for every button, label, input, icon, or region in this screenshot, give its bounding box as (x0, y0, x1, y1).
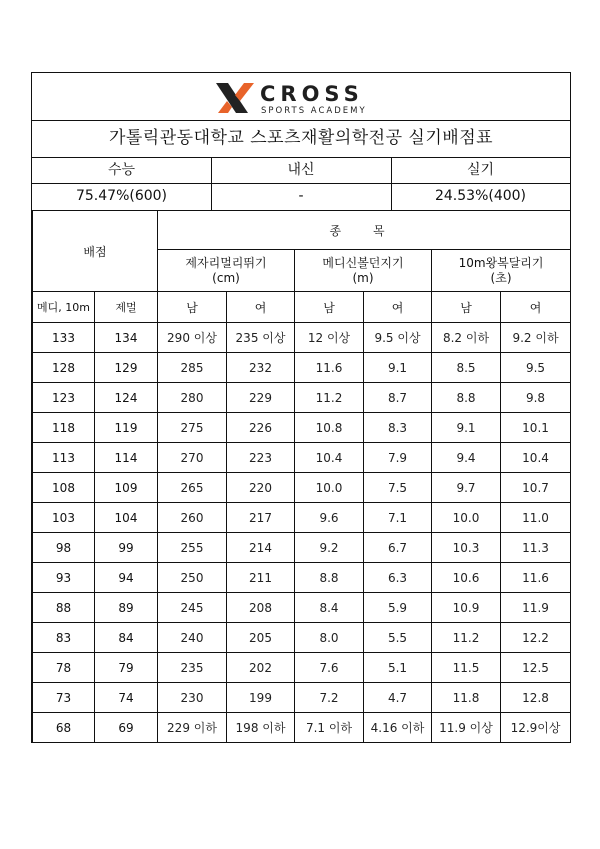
score-jemeol-cell: 129 (95, 353, 158, 383)
table-row (33, 713, 571, 743)
run-male-cell: 9.1 (432, 413, 501, 443)
run-male-cell: 9.7 (432, 473, 501, 503)
score-jemeol-cell: 114 (95, 443, 158, 473)
ball-male-cell: 8.0 (295, 623, 364, 653)
jump-female-cell: 223 (227, 443, 295, 473)
jump-male-cell: 265 (158, 473, 227, 503)
ball-male-cell: 9.2 (295, 533, 364, 563)
jump-female-cell: 214 (227, 533, 295, 563)
run-female-cell: 12.9이상 (501, 713, 571, 743)
jump-male-cell: 240 (158, 623, 227, 653)
score-medi-10m-cell: 68 (33, 713, 95, 743)
ball-female-cell: 9.1 (364, 353, 432, 383)
score-jemeol-cell: 99 (95, 533, 158, 563)
run-male-cell: 11.9 이상 (432, 713, 501, 743)
run-female-cell: 10.1 (501, 413, 571, 443)
event-standing-jump (158, 250, 295, 292)
score-jemeol-cell: 74 (95, 683, 158, 713)
ball-male-cell: 7.2 (295, 683, 364, 713)
run-male-cell: 8.8 (432, 383, 501, 413)
score-medi-10m-cell: 78 (33, 653, 95, 683)
run-male-cell: 11.5 (432, 653, 501, 683)
gender-male: 남 (432, 292, 501, 323)
run-male-cell: 8.2 이하 (432, 323, 501, 353)
run-female-cell: 9.5 (501, 353, 571, 383)
score-medi-10m-cell: 118 (33, 413, 95, 443)
table-row (33, 413, 571, 443)
score-medi-10m-cell: 108 (33, 473, 95, 503)
run-male-cell: 10.9 (432, 593, 501, 623)
jump-female-cell: 235 이상 (227, 323, 295, 353)
jump-male-cell: 285 (158, 353, 227, 383)
table-row (33, 323, 571, 353)
silgi-label: 실기 (466, 162, 495, 178)
gender-female: 여 (364, 292, 432, 323)
ball-male-cell: 9.6 (295, 503, 364, 533)
run-male-cell: 10.3 (432, 533, 501, 563)
event-name: 10m왕복달리기 (458, 255, 544, 270)
jump-male-cell: 250 (158, 563, 227, 593)
table-row (33, 353, 571, 383)
run-female-cell: 11.6 (501, 563, 571, 593)
event-unit: (cm) (212, 270, 240, 285)
ball-female-cell: 5.5 (364, 623, 432, 653)
score-medi-10m-cell: 113 (33, 443, 95, 473)
run-male-cell: 10.6 (432, 563, 501, 593)
ball-female-cell: 7.5 (364, 473, 432, 503)
ball-female-cell: 6.7 (364, 533, 432, 563)
ball-male-cell: 7.1 이하 (295, 713, 364, 743)
jump-female-cell: 202 (227, 653, 295, 683)
jump-female-cell: 226 (227, 413, 295, 443)
jump-female-cell: 199 (227, 683, 295, 713)
gender-male: 남 (295, 292, 364, 323)
cross-academy-logo (214, 79, 390, 117)
event-name: 메디신볼던지기 (322, 255, 404, 270)
jump-male-cell: 290 이상 (158, 323, 227, 353)
run-male-cell: 8.5 (432, 353, 501, 383)
logo-name: CROSS (260, 82, 364, 106)
ratio-section (32, 157, 570, 211)
naesin-value: - (298, 188, 304, 204)
gender-female: 여 (227, 292, 295, 323)
run-female-cell: 9.2 이하 (501, 323, 571, 353)
run-female-cell: 11.0 (501, 503, 571, 533)
ball-male-cell: 10.8 (295, 413, 364, 443)
score-medi-10m-cell: 123 (33, 383, 95, 413)
jump-female-cell: 208 (227, 593, 295, 623)
table-row (33, 533, 571, 563)
logo-row (32, 73, 570, 121)
jump-male-cell: 260 (158, 503, 227, 533)
ball-male-cell: 7.6 (295, 653, 364, 683)
ball-female-cell: 6.3 (364, 563, 432, 593)
score-sheet (31, 72, 571, 743)
event-medicine-ball (295, 250, 432, 292)
score-rows (33, 323, 571, 743)
score-table (32, 210, 571, 743)
run-male-cell: 11.2 (432, 623, 501, 653)
score-jemeol-cell: 109 (95, 473, 158, 503)
run-female-cell: 12.8 (501, 683, 571, 713)
ball-male-cell: 8.4 (295, 593, 364, 623)
score-jemeol-cell: 104 (95, 503, 158, 533)
table-row (33, 623, 571, 653)
score-col-jemeol: 제멀 (95, 292, 158, 323)
jump-male-cell: 255 (158, 533, 227, 563)
suneung-value: 75.47%(600) (75, 188, 168, 204)
event-name: 제자리멀리뛰기 (185, 255, 267, 270)
ball-male-cell: 10.0 (295, 473, 364, 503)
table-row (33, 593, 571, 623)
jump-male-cell: 275 (158, 413, 227, 443)
score-jemeol-cell: 124 (95, 383, 158, 413)
gender-female: 여 (501, 292, 571, 323)
jump-female-cell: 211 (227, 563, 295, 593)
run-female-cell: 10.7 (501, 473, 571, 503)
ball-male-cell: 12 이상 (295, 323, 364, 353)
ball-male-cell: 11.6 (295, 353, 364, 383)
table-row (33, 503, 571, 533)
run-male-cell: 9.4 (432, 443, 501, 473)
score-medi-10m-cell: 73 (33, 683, 95, 713)
score-jemeol-cell: 119 (95, 413, 158, 443)
score-medi-10m-cell: 88 (33, 593, 95, 623)
jump-female-cell: 198 이하 (227, 713, 295, 743)
logo-mark-accent (235, 83, 254, 101)
score-jemeol-cell: 94 (95, 563, 158, 593)
naesin-label: 내신 (287, 162, 315, 178)
jump-female-cell: 205 (227, 623, 295, 653)
ball-female-cell: 4.7 (364, 683, 432, 713)
run-female-cell: 10.4 (501, 443, 571, 473)
run-female-cell: 11.3 (501, 533, 571, 563)
score-jemeol-cell: 84 (95, 623, 158, 653)
score-medi-10m-cell: 93 (33, 563, 95, 593)
jump-male-cell: 270 (158, 443, 227, 473)
table-row (33, 653, 571, 683)
event-unit: (초) (490, 270, 512, 285)
table-row (33, 443, 571, 473)
score-jemeol-cell: 79 (95, 653, 158, 683)
jump-male-cell: 230 (158, 683, 227, 713)
jump-female-cell: 229 (227, 383, 295, 413)
table-row (33, 563, 571, 593)
event-header: 종 목 (158, 211, 571, 250)
score-jemeol-cell: 69 (95, 713, 158, 743)
ball-female-cell: 5.9 (364, 593, 432, 623)
ball-female-cell: 4.16 이하 (364, 713, 432, 743)
page-title: 가톨릭관동대학교 스포츠재활의학전공 실기배점표 (32, 120, 570, 158)
ball-male-cell: 11.2 (295, 383, 364, 413)
score-header: 배점 (33, 211, 158, 292)
score-jemeol-cell: 89 (95, 593, 158, 623)
jump-female-cell: 232 (227, 353, 295, 383)
score-jemeol-cell: 134 (95, 323, 158, 353)
run-female-cell: 12.2 (501, 623, 571, 653)
ball-female-cell: 8.3 (364, 413, 432, 443)
run-male-cell: 10.0 (432, 503, 501, 533)
jump-male-cell: 280 (158, 383, 227, 413)
score-medi-10m-cell: 128 (33, 353, 95, 383)
score-col-medi-10m: 메디, 10m (33, 292, 95, 323)
table-row (33, 683, 571, 713)
ball-female-cell: 5.1 (364, 653, 432, 683)
ball-female-cell: 9.5 이상 (364, 323, 432, 353)
silgi-value: 24.53%(400) (434, 188, 527, 204)
ball-female-cell: 8.7 (364, 383, 432, 413)
jump-male-cell: 245 (158, 593, 227, 623)
gender-male: 남 (158, 292, 227, 323)
run-male-cell: 11.8 (432, 683, 501, 713)
run-female-cell: 9.8 (501, 383, 571, 413)
run-female-cell: 12.5 (501, 653, 571, 683)
suneung-label: 수능 (107, 162, 136, 178)
jump-female-cell: 220 (227, 473, 295, 503)
ball-female-cell: 7.9 (364, 443, 432, 473)
logo-tagline: SPORTS ACADEMY (261, 106, 367, 116)
ball-male-cell: 10.4 (295, 443, 364, 473)
event-unit: (m) (352, 270, 374, 285)
jump-male-cell: 229 이하 (158, 713, 227, 743)
jump-female-cell: 217 (227, 503, 295, 533)
run-female-cell: 11.9 (501, 593, 571, 623)
table-row (33, 473, 571, 503)
jump-male-cell: 235 (158, 653, 227, 683)
ball-male-cell: 8.8 (295, 563, 364, 593)
score-medi-10m-cell: 133 (33, 323, 95, 353)
score-medi-10m-cell: 103 (33, 503, 95, 533)
score-medi-10m-cell: 83 (33, 623, 95, 653)
table-row (33, 383, 571, 413)
ball-female-cell: 7.1 (364, 503, 432, 533)
score-medi-10m-cell: 98 (33, 533, 95, 563)
event-shuttle-run (432, 250, 571, 292)
